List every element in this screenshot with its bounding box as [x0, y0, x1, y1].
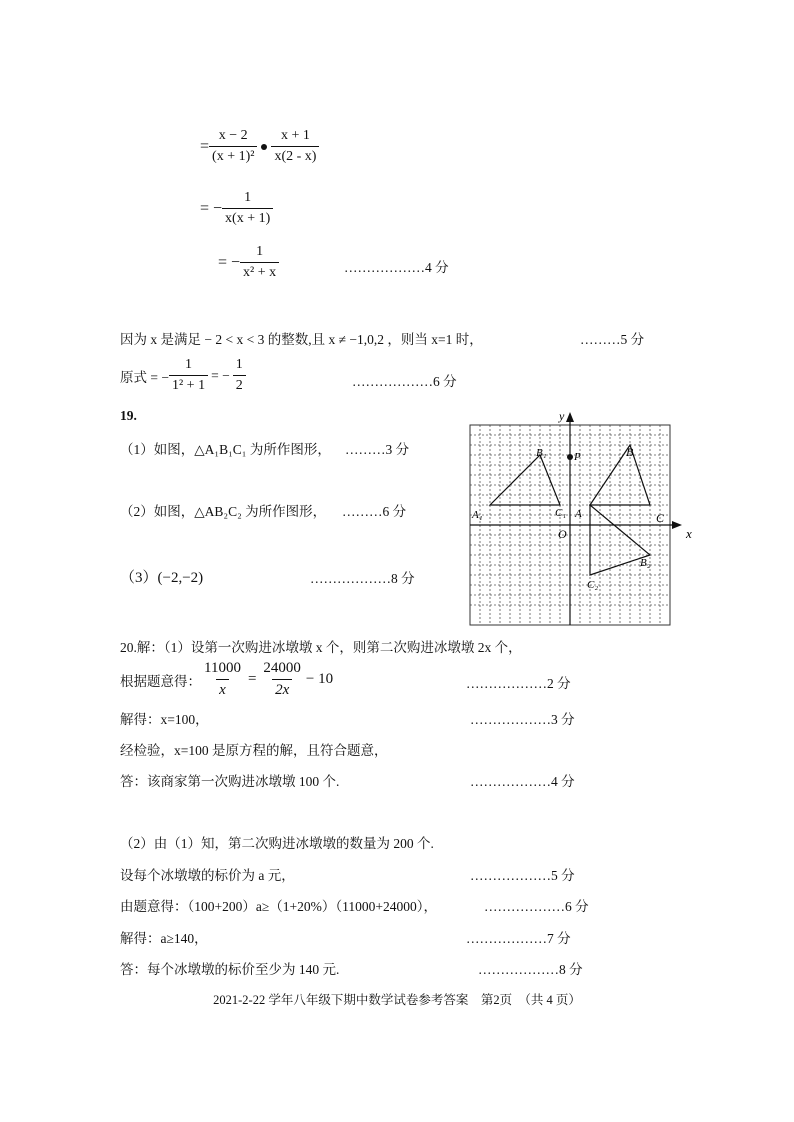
score-marker: ………………6 分: [484, 899, 589, 914]
q20-line4: 经检验，x=100 是原方程的解，且符合题意，: [120, 743, 388, 758]
point-A-label: A: [575, 508, 582, 520]
multiply-dot-icon: [261, 144, 267, 150]
point-B-label: B: [626, 445, 634, 459]
fraction: $\frac{1}{\text{1² + 1}}$: [169, 357, 208, 394]
score-marker: ………3 分: [345, 442, 410, 457]
q20-line6: （2）由（1）知，第二次购进冰墩墩的数量为 200 个.: [120, 836, 434, 851]
fraction: $\frac{x - 2}{\text{(x + 1)²}}$: [209, 128, 257, 165]
point-C2-label: C₂: [587, 579, 599, 591]
fraction: $\frac{24000}{2x}$: [263, 660, 301, 698]
fraction: $\frac{1}{\text{x² + x}}$: [240, 244, 279, 281]
point-B2-label: B₂: [640, 557, 651, 569]
q18-step3: = − $\frac{1}{\text{x² + x}}$: [218, 244, 279, 281]
triangle-A1B1C1: [490, 455, 560, 505]
q19-part1: （1）如图，△A₁B₁C₁ 为所作图形，: [120, 442, 331, 457]
y-axis-arrow-icon: [566, 412, 574, 422]
origin-label: O: [558, 527, 567, 541]
q20-line1: 20.解：（1）设第一次购进冰墩墩 x 个，则第二次购进冰墩墩 2x 个，: [120, 640, 522, 655]
x-axis-label: x: [686, 526, 692, 541]
score-marker: ………………6 分: [352, 374, 457, 389]
fraction: $\frac{1}{x(x + 1)}$: [222, 190, 273, 227]
coordinate-grid-figure: [460, 404, 700, 632]
score-marker: ………………2 分: [466, 676, 571, 691]
q20-line3: 解得：x=100，: [120, 712, 209, 727]
q20-equation: 根据题意得： $\frac{11000}{x}$ = $\frac{24000}{2x}$ − 10: [120, 660, 334, 698]
q18-condition: 因为 x 是满足 − 2 < x < 3 的整数,且 x ≠ −1,0,2 ，则当 x=1 时，: [120, 332, 483, 347]
equals-sign: =: [200, 137, 210, 155]
question-number: 19.: [120, 408, 137, 423]
q20-line9: 解得：a≥140，: [120, 931, 208, 946]
x-axis-arrow-icon: [672, 521, 682, 529]
score-marker: ………………4 分: [344, 260, 449, 275]
score-marker: ………………7 分: [466, 931, 571, 946]
score-marker: ………6 分: [342, 504, 407, 519]
q20-line8: 由题意得：（100+200）a≥（1+20%）（11000+24000），: [120, 899, 437, 914]
fraction: $\frac{x + 1}{x(2 - x)}$: [271, 128, 319, 165]
fraction: $\frac{1}{2}$: [233, 357, 246, 394]
point-C-label: C: [656, 511, 665, 525]
q18-step2: = − $\frac{1}{x(x + 1)}$: [200, 190, 273, 227]
score-marker: ………5 分: [580, 332, 645, 347]
score-marker: ………………8 分: [478, 962, 583, 977]
point-B1-label: B₁: [536, 447, 547, 459]
q19-part2: （2）如图，△AB₂C₂ 为所作图形，: [120, 504, 327, 519]
q18-step1: [200, 128, 319, 165]
q20-line10: 答：每个冰墩墩的标价至少为 140 元.: [120, 962, 340, 977]
page-footer: 2021-2-22 学年八年级下期中数学试卷参考答案 第2页 （共 4 页）: [213, 993, 581, 1007]
score-marker: ………………8 分: [310, 571, 415, 586]
score-marker: ………………4 分: [470, 774, 575, 789]
score-marker: ………………3 分: [470, 712, 575, 727]
q19-part3: （3）(−2,−2): [120, 570, 204, 586]
point-A1-label: A₁: [472, 509, 483, 521]
point-C1-label: C₁: [555, 507, 567, 519]
point-P-dot: [567, 454, 573, 460]
q20-line7: 设每个冰墩墩的标价为 a 元，: [120, 868, 295, 883]
y-axis-label: y: [559, 409, 565, 423]
q18-result: 原式 = − $\frac{1}{\text{1² + 1}}$ = − $\frac{1}{2}$: [120, 357, 246, 394]
point-P-label: P: [574, 451, 581, 463]
q20-line5: 答：该商家第一次购进冰墩墩 100 个.: [120, 774, 340, 789]
score-marker: ………………5 分: [470, 868, 575, 883]
fraction: $\frac{11000}{x}$: [204, 660, 241, 698]
